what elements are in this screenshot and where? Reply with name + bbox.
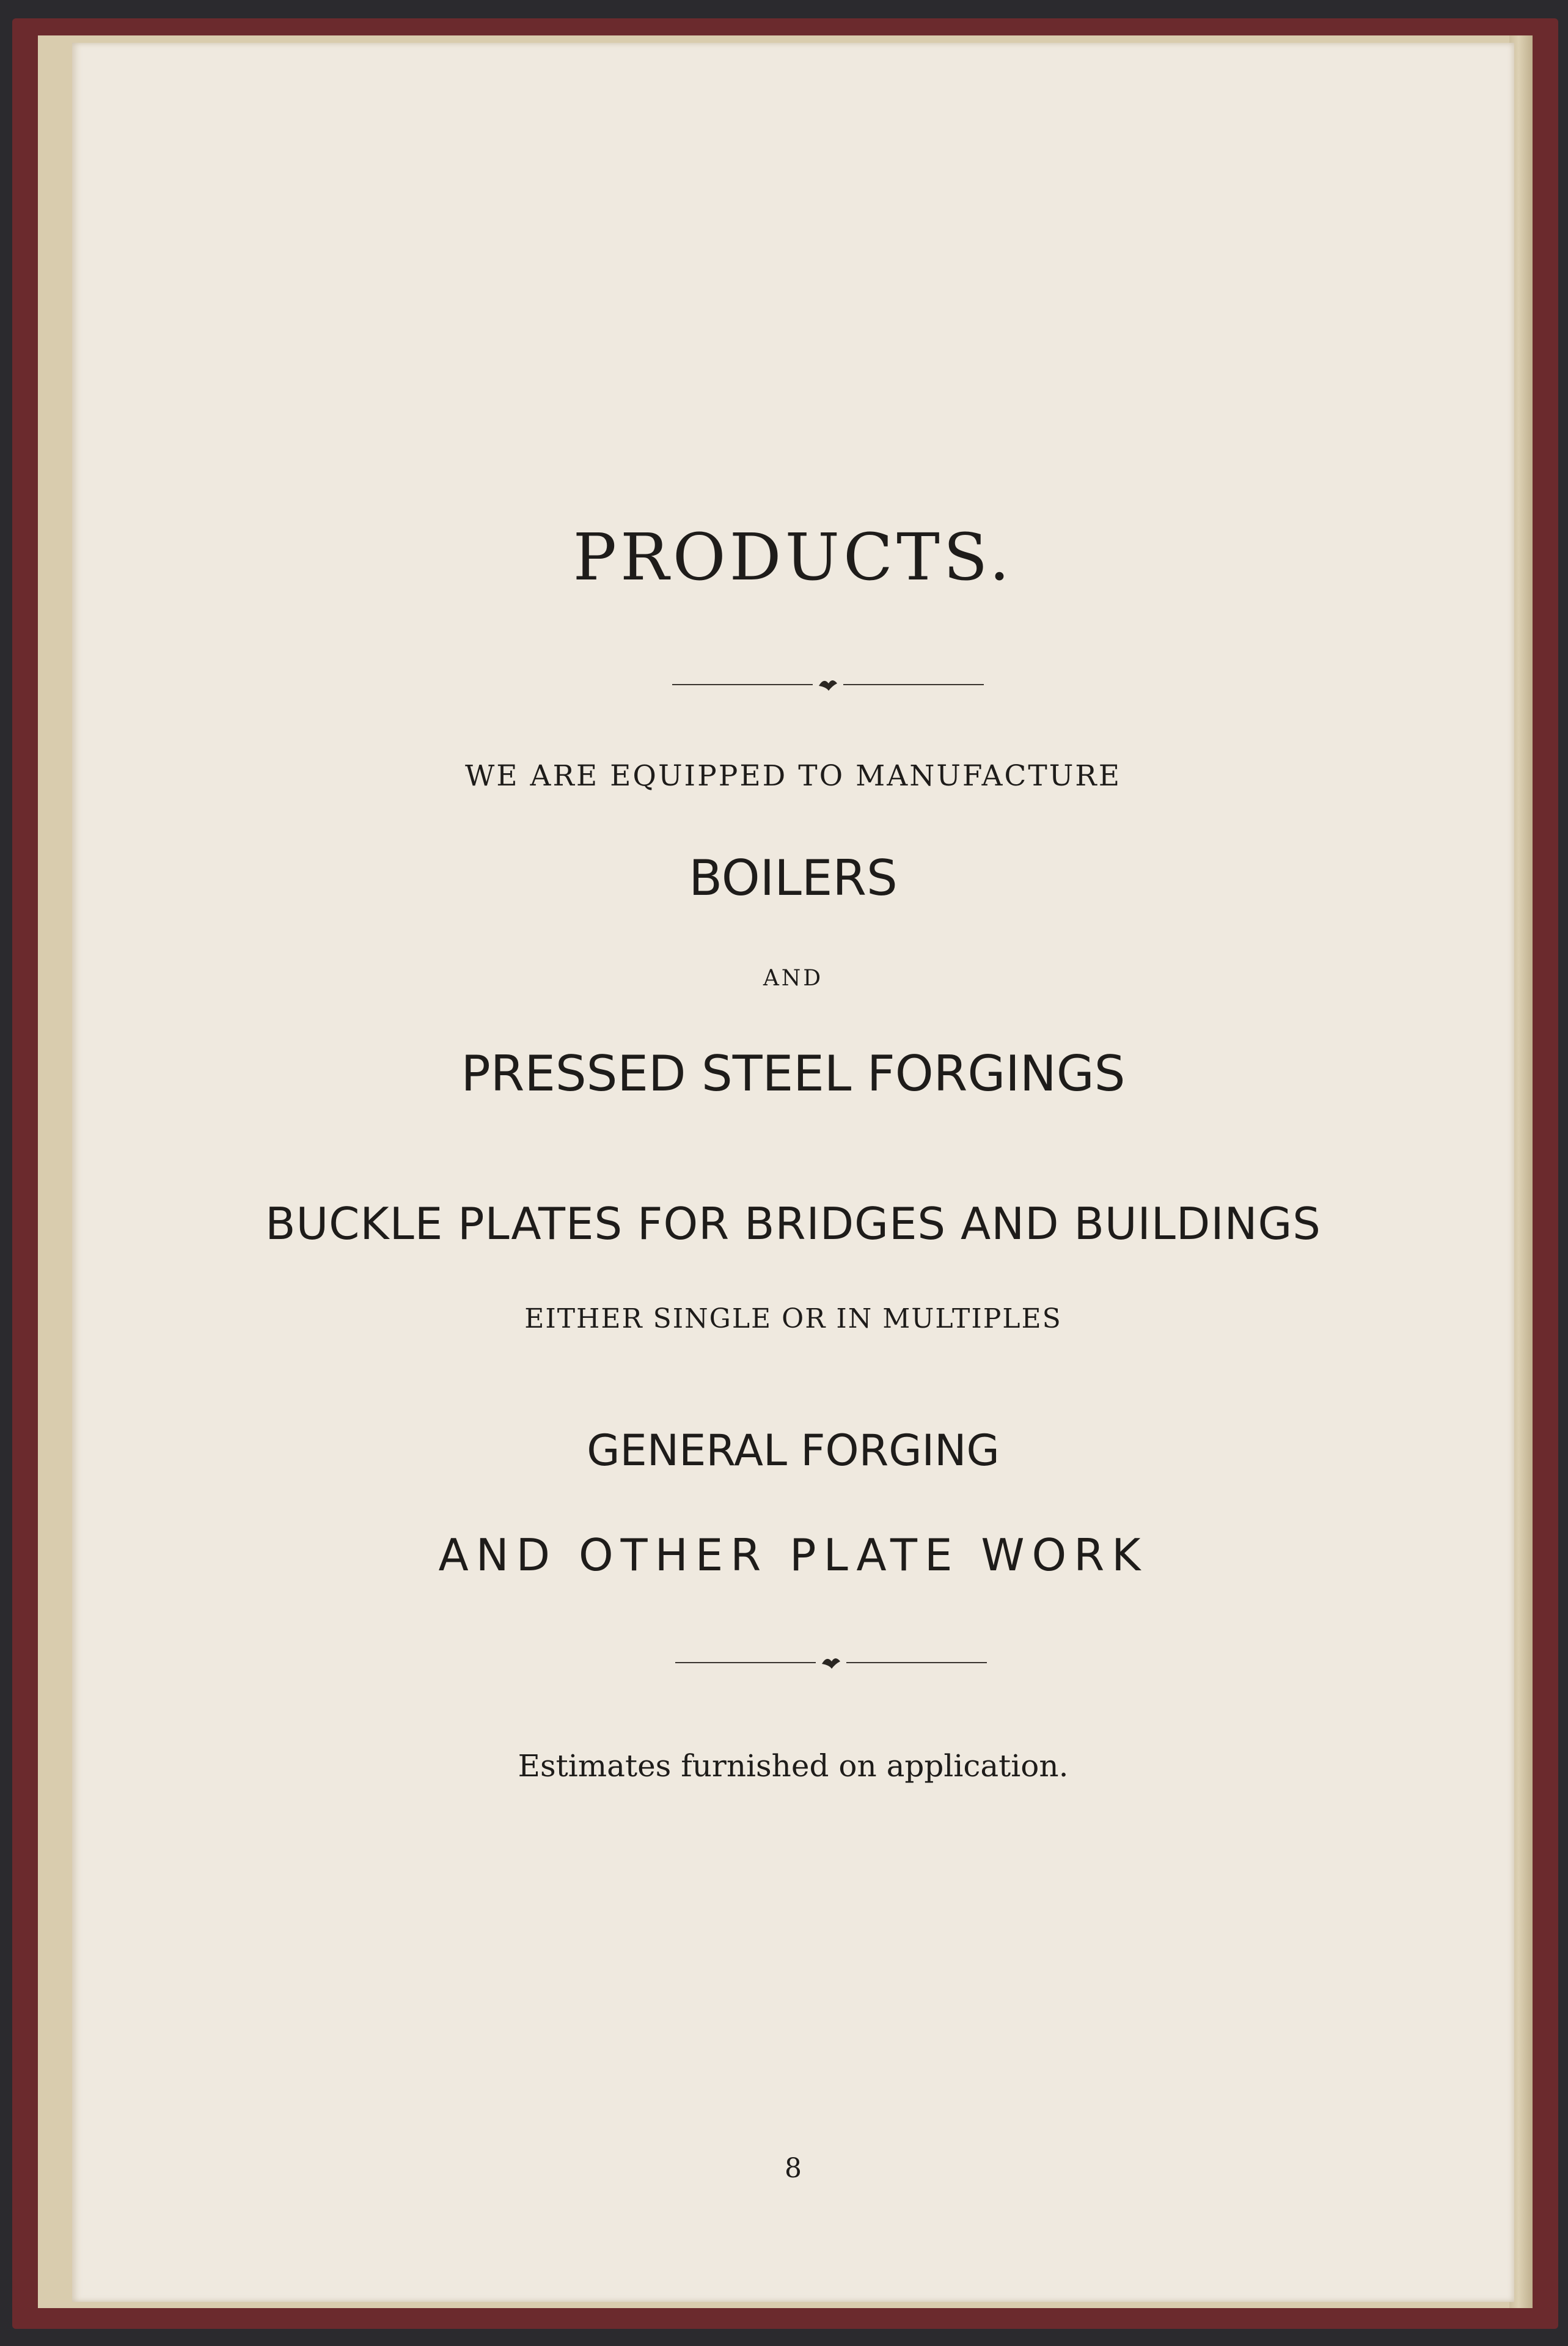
product-pressed-steel-forgings: PRESSED STEEL FORGINGS	[461, 1045, 1126, 1102]
divider-ornament-bottom	[675, 1650, 987, 1675]
intro-line: WE ARE EQUIPPED TO MANUFACTURE	[464, 759, 1122, 793]
product-general-forging: GENERAL FORGING	[587, 1425, 1000, 1476]
page-number: 8	[785, 2153, 802, 2184]
page-title: PRODUCTS.	[573, 520, 1014, 595]
book-page	[72, 43, 1514, 2302]
product-boilers: BOILERS	[689, 850, 898, 906]
product-buckle-plates-note: EITHER SINGLE OR IN MULTIPLES	[524, 1303, 1062, 1334]
product-buckle-plates: BUCKLE PLATES FOR BRIDGES AND BUILDINGS	[265, 1198, 1321, 1249]
divider-ornament-top	[672, 672, 984, 697]
conjunction-and: AND	[763, 966, 824, 991]
closing-note: Estimates furnished on application.	[518, 1748, 1069, 1784]
product-other-plate-work: AND OTHER PLATE WORK	[438, 1529, 1148, 1581]
